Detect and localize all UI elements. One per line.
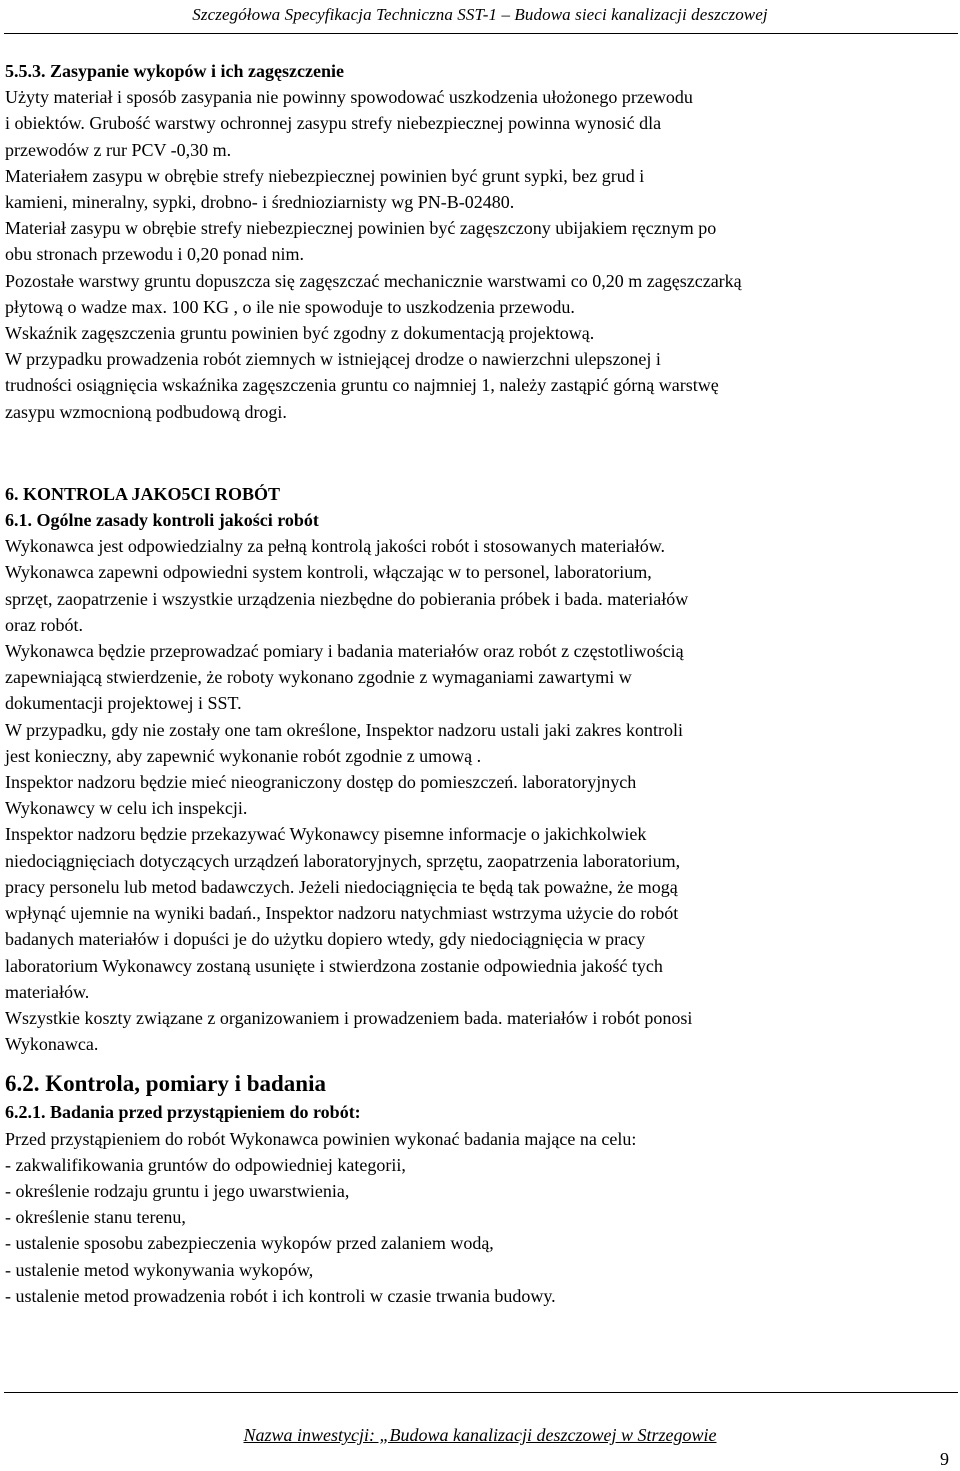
text-line: Wszystkie koszty związane z organizowaniem i prowadzeniem bada. materiałów i robót ponosi bbox=[5, 1007, 693, 1028]
text-line: laboratorium Wykonawcy zostaną usunięte i stwierdzona zostanie odpowiednia jakość tych bbox=[5, 955, 663, 976]
text-line: badanych materiałów i dopuści je do użytku dopiero wtedy, gdy niedociągnięcia w pracy bbox=[5, 929, 646, 950]
text-line: materiałów. bbox=[5, 981, 90, 1002]
investment-name: Nazwa inwestycji: „Budowa kanalizacji deszczowej w Strzegowie bbox=[243, 1425, 717, 1445]
text-line: jest konieczny, aby zapewnić wykonanie robót zgodnie z umową . bbox=[5, 745, 482, 766]
text-line: Pozostałe warstwy gruntu dopuszcza się zagęszczać mechanicznie warstwami co 0,20 m zagęszczarką bbox=[5, 270, 742, 291]
document-body bbox=[5, 58, 955, 1309]
text-line: trudności osiągnięcia wskaźnika zagęszczenia gruntu co najmniej 1, należy zastąpić górną warstwę bbox=[5, 375, 719, 396]
text-line: zasypu wzmocnioną podbudową drogi. bbox=[5, 401, 287, 422]
text-line: W przypadku prowadzenia robót ziemnych w istniejącej drodze o nawierzchni ulepszonej i bbox=[5, 349, 661, 370]
text-line: Wykonawca będzie przeprowadzać pomiary i badania materiałów oraz robót z częstotliwością bbox=[5, 641, 684, 662]
text-line: Inspektor nadzoru będzie przekazywać Wykonawcy pisemne informacje o jakichkolwiek bbox=[5, 824, 647, 845]
section-heading: 6.1. Ogólne zasady kontroli jakości robót bbox=[5, 510, 319, 531]
section-heading: 6.2. Kontrola, pomiary i badania bbox=[5, 1071, 326, 1097]
text-line: pracy personelu lub metod badawczych. Jeżeli niedociągnięcia te będą tak poważne, że mogą bbox=[5, 876, 678, 897]
text-line: wpłynąć ujemnie na wyniki badań., Inspektor nadzoru natychmiast wstrzyma użycie do robót bbox=[5, 903, 679, 924]
text-line: W przypadku, gdy nie zostały one tam określone, Inspektor nadzoru ustali jaki zakres kontroli bbox=[5, 719, 683, 740]
text-line: - ustalenie metod prowadzenia robót i ich kontroli w czasie trwania budowy. bbox=[5, 1285, 556, 1306]
text-line: Wykonawca jest odpowiedzialny za pełną kontrolą jakości robót i stosowanych materiałów. bbox=[5, 536, 666, 557]
text-line: Wykonawca zapewni odpowiedni system kontroli, włączając w to personel, laboratorium, bbox=[5, 562, 652, 583]
page-number: 9 bbox=[940, 1449, 949, 1469]
page-header: Szczegółowa Specyfikacja Techniczna SST-1 – Budowa sieci kanalizacji deszczowej bbox=[192, 5, 768, 24]
text-line: - ustalenie sposobu zabezpieczenia wykopów przed zalaniem wodą, bbox=[5, 1233, 494, 1254]
text-line: kamieni, mineralny, sypki, drobno- i średnioziarnisty wg PN-B-02480. bbox=[5, 192, 515, 213]
section-lines bbox=[5, 84, 955, 425]
section-lines bbox=[5, 1126, 955, 1309]
section-lines bbox=[5, 533, 955, 1057]
subsection-heading: 6.2.1. Badania przed przystąpieniem do robót: bbox=[5, 1102, 361, 1123]
text-line: - określenie stanu terenu, bbox=[5, 1207, 186, 1228]
section-6 bbox=[5, 481, 955, 1057]
text-line: Wykonawcy w celu ich inspekcji. bbox=[5, 798, 248, 819]
text-line: Wykonawca. bbox=[5, 1034, 99, 1055]
text-line: Materiałem zasypu w obrębie strefy niebezpiecznej powinien być grunt sypki, bez grud i bbox=[5, 165, 645, 186]
text-line: Wskaźnik zagęszczenia gruntu powinien być zgodny z dokumentacją projektową. bbox=[5, 323, 595, 344]
text-line: płytową o wadze max. 100 KG , o ile nie spowoduje to uszkodzenia przewodu. bbox=[5, 296, 575, 317]
text-line: dokumentacji projektowej i SST. bbox=[5, 693, 242, 714]
section-heading: 5.5.3. Zasypanie wykopów i ich zagęszczenie bbox=[5, 61, 344, 81]
text-line: obu stronach przewodu i 0,20 ponad nim. bbox=[5, 244, 304, 265]
text-line: Inspektor nadzoru będzie mieć nieograniczony dostęp do pomieszczeń. laboratoryjnych bbox=[5, 772, 637, 793]
text-line: zapewniającą stwierdzenie, że roboty wykonano zgodnie z wymaganiami zawartymi w bbox=[5, 667, 632, 688]
text-line: przewodów z rur PCV -0,30 m. bbox=[5, 139, 232, 160]
footer-divider bbox=[4, 1392, 958, 1393]
chapter-heading: 6. KONTROLA JAKO5CI ROBÓT bbox=[5, 483, 281, 504]
header-divider bbox=[4, 33, 958, 34]
section-6-2 bbox=[5, 1069, 955, 1309]
text-line: oraz robót. bbox=[5, 614, 83, 635]
text-line: - określenie rodzaju gruntu i jego uwarstwienia, bbox=[5, 1180, 350, 1201]
text-line: - ustalenie metod wykonywania wykopów, bbox=[5, 1259, 314, 1280]
text-line: Przed przystąpieniem do robót Wykonawca powinien wykonać badania mające na celu: bbox=[5, 1128, 637, 1149]
text-line: niedociągnięciach dotyczących urządzeń laboratoryjnych, sprzętu, zaopatrzenia laboratorium, bbox=[5, 850, 681, 871]
text-line: Materiał zasypu w obrębie strefy niebezpiecznej powinien być zagęszczony ubijakiem ręcznym po bbox=[5, 218, 717, 239]
text-line: - zakwalifikowania gruntów do odpowiedniej kategorii, bbox=[5, 1154, 406, 1175]
text-line: sprzęt, zaopatrzenie i wszystkie urządzenia niezbędne do pobierania próbek i bada. materiałów bbox=[5, 588, 689, 609]
section-5-5-3 bbox=[5, 58, 955, 425]
text-line: Użyty materiał i sposób zasypania nie powinny spowodować uszkodzenia ułożonego przewodu bbox=[5, 87, 693, 108]
text-line: i obiektów. Grubość warstwy ochronnej zasypu strefy niebezpiecznej powinna wynosić dla bbox=[5, 113, 662, 134]
